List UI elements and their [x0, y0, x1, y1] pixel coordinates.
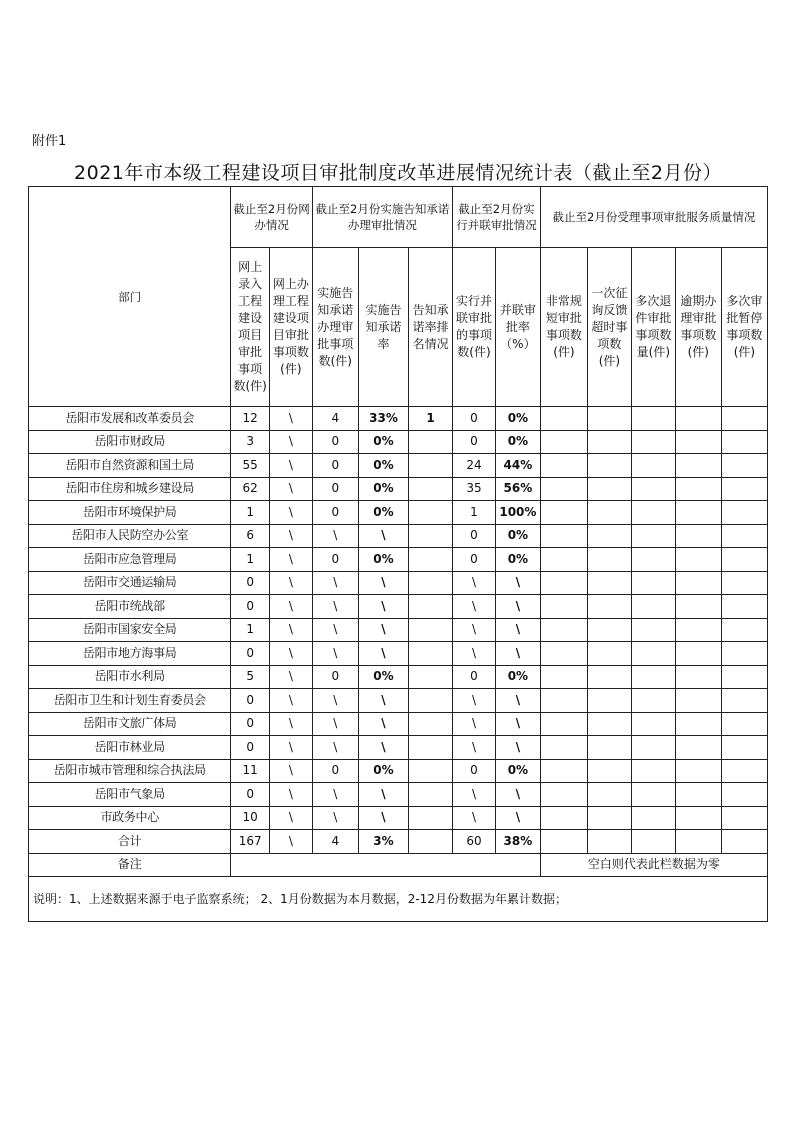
- table-cell: [631, 407, 675, 431]
- table-cell: [587, 430, 631, 454]
- table-cell: [675, 783, 721, 807]
- table-cell: 33%: [358, 407, 408, 431]
- table-cell: 11: [231, 759, 270, 783]
- table-cell: [540, 595, 587, 619]
- table-row: [29, 830, 768, 854]
- table-cell: [675, 665, 721, 689]
- dept-name: 岳阳市卫生和计划生育委员会: [29, 689, 231, 713]
- table-cell: \: [358, 736, 408, 760]
- dept-name: 岳阳市交通运输局: [29, 571, 231, 595]
- table-cell: [721, 501, 767, 525]
- table-cell: [540, 501, 587, 525]
- table-cell: [721, 477, 767, 501]
- table-cell: \: [312, 595, 358, 619]
- table-cell: [587, 618, 631, 642]
- table-cell: [540, 571, 587, 595]
- table-cell: 5: [231, 665, 270, 689]
- table-cell: [675, 736, 721, 760]
- dept-name: 岳阳市林业局: [29, 736, 231, 760]
- header-col-4: 实施告知承诺率: [358, 248, 408, 407]
- table-cell: \: [269, 642, 312, 666]
- table-cell: \: [312, 689, 358, 713]
- table-cell: \: [453, 712, 496, 736]
- table-cell: [675, 407, 721, 431]
- table-cell: \: [495, 736, 540, 760]
- page-title: 2021年市本级工程建设项目审批制度改革进展情况统计表（截止至2月份）: [74, 162, 722, 184]
- table-cell: [409, 689, 453, 713]
- table-cell: [409, 736, 453, 760]
- table-cell: [540, 759, 587, 783]
- table-cell: 24: [453, 454, 496, 478]
- table-cell: 167: [231, 830, 270, 854]
- table-cell: \: [453, 595, 496, 619]
- table-row: [29, 571, 768, 595]
- table-cell: \: [312, 736, 358, 760]
- table-cell: [675, 548, 721, 572]
- table-cell: 1: [231, 618, 270, 642]
- table-cell: 0%: [358, 665, 408, 689]
- header-col-3: 实施告知承诺办理审批事项数(件): [312, 248, 358, 407]
- table-cell: [409, 454, 453, 478]
- table-row: [29, 407, 768, 431]
- table-cell: [675, 477, 721, 501]
- table-cell: 3%: [358, 830, 408, 854]
- table-cell: 1: [409, 407, 453, 431]
- table-cell: [540, 806, 587, 830]
- dept-name: 岳阳市发展和改革委员会: [29, 407, 231, 431]
- table-cell: \: [358, 689, 408, 713]
- table-cell: \: [269, 665, 312, 689]
- table-cell: \: [269, 548, 312, 572]
- table-cell: 0: [231, 571, 270, 595]
- table-cell: \: [312, 712, 358, 736]
- table-cell: [409, 712, 453, 736]
- header-col-5: 告知承诺率排名情况: [409, 248, 453, 407]
- table-cell: [631, 524, 675, 548]
- dept-name: 岳阳市应急管理局: [29, 548, 231, 572]
- table-cell: [721, 407, 767, 431]
- dept-name: 岳阳市水利局: [29, 665, 231, 689]
- table-cell: 0: [453, 430, 496, 454]
- table-cell: [587, 548, 631, 572]
- table-cell: [587, 642, 631, 666]
- header-col-11: 逾期办理审批事项数(件): [675, 248, 721, 407]
- table-cell: \: [453, 571, 496, 595]
- table-cell: 0%: [495, 548, 540, 572]
- table-cell: 44%: [495, 454, 540, 478]
- table-row: [29, 524, 768, 548]
- table-cell: [721, 618, 767, 642]
- table-cell: \: [358, 642, 408, 666]
- table-cell: [587, 524, 631, 548]
- dept-name: 市政务中心: [29, 806, 231, 830]
- table-cell: \: [269, 430, 312, 454]
- table-cell: 4: [312, 830, 358, 854]
- table-cell: [409, 806, 453, 830]
- table-cell: [587, 571, 631, 595]
- table-cell: [631, 642, 675, 666]
- footnote: 说明：1、上述数据来源于电子监察系统； 2、1月份数据为本月数据，2-12月份数据为年累计数据；: [29, 877, 768, 922]
- dept-name: 岳阳市环境保护局: [29, 501, 231, 525]
- table-cell: [540, 736, 587, 760]
- table-cell: 6: [231, 524, 270, 548]
- table-cell: [409, 783, 453, 807]
- table-cell: 12: [231, 407, 270, 431]
- table-cell: 0: [231, 642, 270, 666]
- table-cell: [721, 524, 767, 548]
- table-cell: \: [453, 806, 496, 830]
- table-cell: [631, 548, 675, 572]
- table-cell: [409, 477, 453, 501]
- table-cell: \: [312, 806, 358, 830]
- table-cell: [721, 665, 767, 689]
- table-cell: 0%: [358, 548, 408, 572]
- table-cell: [540, 689, 587, 713]
- table-cell: [675, 454, 721, 478]
- table-cell: \: [312, 571, 358, 595]
- table-cell: \: [269, 618, 312, 642]
- table-cell: [631, 806, 675, 830]
- header-group-commitment: 截止至2月份实施告知承诺办理审批情况: [312, 187, 452, 248]
- table-cell: 0%: [358, 501, 408, 525]
- table-cell: 0%: [495, 407, 540, 431]
- table-cell: [631, 571, 675, 595]
- table-row: [29, 712, 768, 736]
- dept-name: 岳阳市自然资源和国土局: [29, 454, 231, 478]
- table-cell: 0: [453, 665, 496, 689]
- table-cell: \: [358, 595, 408, 619]
- table-cell: [721, 548, 767, 572]
- table-cell: [721, 642, 767, 666]
- dept-name: 岳阳市地方海事局: [29, 642, 231, 666]
- table-cell: 0%: [495, 759, 540, 783]
- table-cell: \: [495, 618, 540, 642]
- table-cell: [409, 830, 453, 854]
- table-cell: [587, 712, 631, 736]
- header-col-6: 实行并联审批的事项数(件): [453, 248, 496, 407]
- table-cell: 62: [231, 477, 270, 501]
- table-cell: [540, 454, 587, 478]
- header-col-12: 多次审批暂停事项数(件): [721, 248, 767, 407]
- table-cell: [721, 595, 767, 619]
- table-cell: 10: [231, 806, 270, 830]
- table-cell: [675, 501, 721, 525]
- table-row: [29, 430, 768, 454]
- table-cell: 0: [231, 783, 270, 807]
- table-cell: 1: [231, 501, 270, 525]
- table-cell: [540, 548, 587, 572]
- table-cell: \: [358, 571, 408, 595]
- table-cell: [540, 712, 587, 736]
- table-cell: \: [269, 571, 312, 595]
- header-col-9: 一次征询反馈超时事项数(件): [587, 248, 631, 407]
- table-cell: [540, 430, 587, 454]
- table-cell: 0: [231, 712, 270, 736]
- table-cell: \: [269, 783, 312, 807]
- table-cell: [409, 548, 453, 572]
- table-cell: [631, 477, 675, 501]
- table-cell: 4: [312, 407, 358, 431]
- table-cell: [675, 759, 721, 783]
- table-cell: \: [495, 806, 540, 830]
- table-cell: 0: [231, 736, 270, 760]
- table-cell: [409, 501, 453, 525]
- table-cell: [675, 430, 721, 454]
- table-cell: [721, 806, 767, 830]
- table-cell: \: [312, 783, 358, 807]
- table-cell: 0%: [495, 524, 540, 548]
- table-cell: 0: [453, 407, 496, 431]
- table-cell: [675, 689, 721, 713]
- table-cell: [587, 454, 631, 478]
- table-cell: [409, 642, 453, 666]
- table-cell: [721, 430, 767, 454]
- table-cell: \: [269, 806, 312, 830]
- table-cell: [631, 830, 675, 854]
- table-cell: [540, 618, 587, 642]
- table-cell: \: [269, 759, 312, 783]
- statistics-table: [28, 186, 768, 922]
- table-cell: 1: [231, 548, 270, 572]
- table-cell: [721, 689, 767, 713]
- table-cell: [587, 830, 631, 854]
- table-cell: \: [269, 595, 312, 619]
- table-cell: [409, 430, 453, 454]
- table-cell: [721, 830, 767, 854]
- table-cell: \: [312, 642, 358, 666]
- table-cell: [587, 665, 631, 689]
- header-col-1: 网上录入工程建设项目审批事项数(件): [231, 248, 270, 407]
- table-cell: [721, 783, 767, 807]
- table-cell: \: [453, 642, 496, 666]
- table-cell: [409, 759, 453, 783]
- table-cell: 0: [231, 689, 270, 713]
- table-cell: \: [495, 712, 540, 736]
- table-cell: [675, 571, 721, 595]
- table-cell: [721, 712, 767, 736]
- table-cell: \: [269, 477, 312, 501]
- table-cell: 1: [453, 501, 496, 525]
- table-row: [29, 806, 768, 830]
- table-cell: 0: [312, 759, 358, 783]
- table-cell: \: [358, 783, 408, 807]
- dept-name: 合计: [29, 830, 231, 854]
- table-row: [29, 501, 768, 525]
- table-cell: [409, 595, 453, 619]
- table-cell: 0: [312, 454, 358, 478]
- table-cell: [409, 571, 453, 595]
- dept-name: 岳阳市国家安全局: [29, 618, 231, 642]
- remark-text: 空白则代表此栏数据为零: [540, 853, 767, 877]
- table-cell: 56%: [495, 477, 540, 501]
- table-cell: \: [312, 618, 358, 642]
- table-cell: [409, 665, 453, 689]
- table-cell: [721, 571, 767, 595]
- header-group-quality: 截止至2月份受理事项审批服务质量情况: [540, 187, 767, 248]
- table-cell: \: [495, 689, 540, 713]
- table-cell: [540, 830, 587, 854]
- dept-name: 岳阳市财政局: [29, 430, 231, 454]
- table-cell: 0: [312, 548, 358, 572]
- dept-name: 岳阳市统战部: [29, 595, 231, 619]
- table-cell: \: [495, 642, 540, 666]
- table-cell: [721, 454, 767, 478]
- table-row: [29, 454, 768, 478]
- table-row: [29, 642, 768, 666]
- table-cell: \: [453, 689, 496, 713]
- table-row: [29, 477, 768, 501]
- table-cell: \: [269, 407, 312, 431]
- table-cell: [587, 501, 631, 525]
- header-group-online: 截止至2月份网办情况: [231, 187, 312, 248]
- header-col-2: 网上办理工程建设项目审批事项数(件): [269, 248, 312, 407]
- dept-name: 岳阳市住房和城乡建设局: [29, 477, 231, 501]
- table-cell: [631, 689, 675, 713]
- table-cell: [675, 524, 721, 548]
- table-cell: [409, 524, 453, 548]
- table-cell: [540, 407, 587, 431]
- table-cell: 100%: [495, 501, 540, 525]
- table-cell: 0%: [358, 430, 408, 454]
- table-cell: [631, 736, 675, 760]
- table-cell: [540, 783, 587, 807]
- table-cell: \: [269, 712, 312, 736]
- dept-name: 岳阳市人民防空办公室: [29, 524, 231, 548]
- header-col-8: 非常规短审批事项数(件): [540, 248, 587, 407]
- table-cell: [587, 477, 631, 501]
- table-cell: 0%: [495, 665, 540, 689]
- table-cell: 0: [453, 524, 496, 548]
- table-cell: 0%: [358, 477, 408, 501]
- table-cell: [675, 830, 721, 854]
- table-cell: [631, 454, 675, 478]
- table-cell: 0: [312, 501, 358, 525]
- table-cell: [587, 736, 631, 760]
- table-cell: \: [495, 595, 540, 619]
- table-cell: \: [495, 783, 540, 807]
- header-col-10: 多次退件审批事项数量(件): [631, 248, 675, 407]
- table-cell: [675, 712, 721, 736]
- table-cell: [540, 665, 587, 689]
- table-cell: [631, 501, 675, 525]
- table-cell: \: [453, 783, 496, 807]
- table-cell: [587, 595, 631, 619]
- table-cell: \: [269, 736, 312, 760]
- table-cell: 0: [453, 759, 496, 783]
- table-cell: \: [358, 806, 408, 830]
- attachment-label: 附件1: [32, 134, 67, 149]
- table-cell: [721, 736, 767, 760]
- table-cell: 0%: [358, 454, 408, 478]
- table-cell: \: [269, 524, 312, 548]
- table-cell: 0%: [358, 759, 408, 783]
- table-cell: [540, 642, 587, 666]
- header-dept: 部门: [29, 187, 231, 407]
- table-cell: \: [358, 618, 408, 642]
- table-cell: \: [358, 712, 408, 736]
- table-cell: [675, 618, 721, 642]
- dept-name: 岳阳市文旅广体局: [29, 712, 231, 736]
- table-cell: [631, 618, 675, 642]
- table-cell: 3: [231, 430, 270, 454]
- table-cell: 0: [312, 430, 358, 454]
- table-row: [29, 736, 768, 760]
- table-row: [29, 665, 768, 689]
- table-cell: [675, 642, 721, 666]
- table-cell: [631, 783, 675, 807]
- dept-name: 岳阳市气象局: [29, 783, 231, 807]
- table-cell: [587, 759, 631, 783]
- table-cell: \: [358, 524, 408, 548]
- table-cell: 55: [231, 454, 270, 478]
- table-cell: [540, 524, 587, 548]
- table-cell: 0: [312, 665, 358, 689]
- table-cell: [675, 806, 721, 830]
- table-cell: 38%: [495, 830, 540, 854]
- header-col-7: 并联审批率（%）: [495, 248, 540, 407]
- table-cell: [721, 759, 767, 783]
- table-cell: 0: [453, 548, 496, 572]
- table-cell: [631, 759, 675, 783]
- table-cell: \: [453, 618, 496, 642]
- table-row: [29, 618, 768, 642]
- table-cell: [587, 407, 631, 431]
- header-group-parallel: 截止至2月份实行并联审批情况: [453, 187, 541, 248]
- table-cell: [587, 689, 631, 713]
- table-cell: 0%: [495, 430, 540, 454]
- table-cell: [631, 595, 675, 619]
- table-row: [29, 783, 768, 807]
- table-cell: [540, 477, 587, 501]
- table-cell: \: [269, 689, 312, 713]
- table-row: [29, 548, 768, 572]
- dept-name: 岳阳市城市管理和综合执法局: [29, 759, 231, 783]
- table-cell: [631, 430, 675, 454]
- table-cell: \: [269, 501, 312, 525]
- table-cell: \: [453, 736, 496, 760]
- table-cell: \: [495, 571, 540, 595]
- table-cell: 60: [453, 830, 496, 854]
- table-cell: [587, 806, 631, 830]
- table-row: [29, 759, 768, 783]
- table-cell: \: [269, 830, 312, 854]
- table-cell: 0: [312, 477, 358, 501]
- table-cell: \: [269, 454, 312, 478]
- table-cell: [587, 783, 631, 807]
- remark-label: 备注: [29, 853, 231, 877]
- table-row: [29, 689, 768, 713]
- table-cell: 0: [231, 595, 270, 619]
- table-cell: [675, 595, 721, 619]
- table-cell: 35: [453, 477, 496, 501]
- table-cell: \: [312, 524, 358, 548]
- table-cell: [409, 618, 453, 642]
- table-row: [29, 595, 768, 619]
- remark-empty: [231, 853, 540, 877]
- table-cell: [631, 665, 675, 689]
- table-cell: [631, 712, 675, 736]
